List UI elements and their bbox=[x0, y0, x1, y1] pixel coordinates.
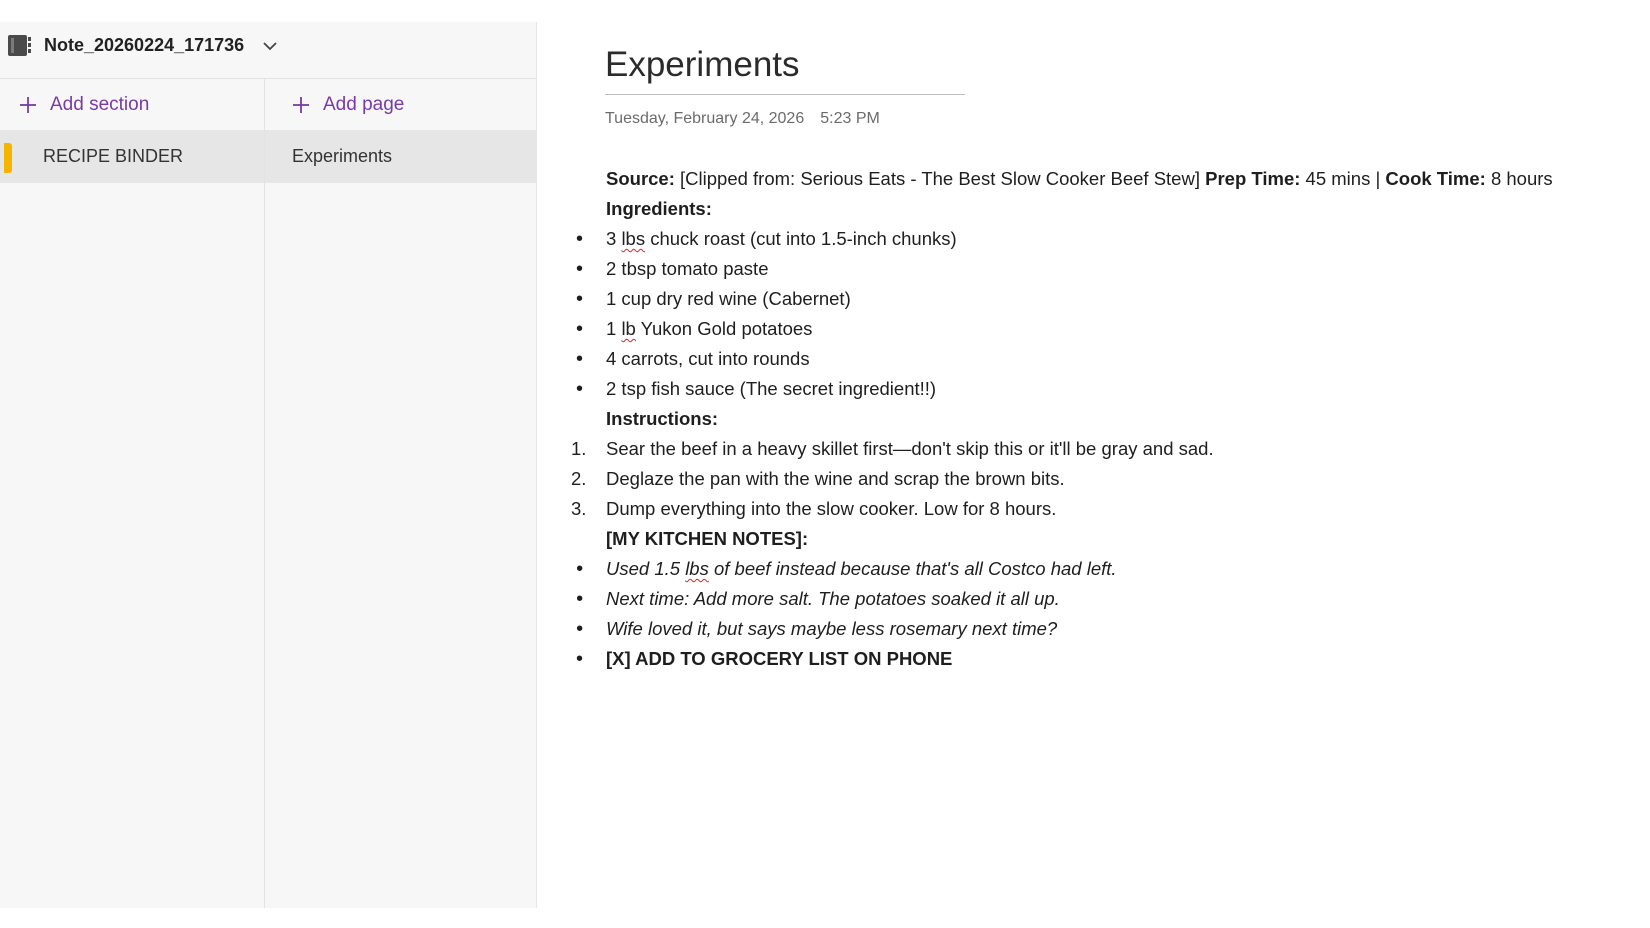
chevron-down-icon[interactable] bbox=[262, 39, 278, 53]
ingredients-heading: Ingredients: bbox=[606, 198, 712, 219]
list-item: 2. Deglaze the pan with the wine and scrap the brown bits. bbox=[571, 468, 1065, 489]
list-item: • 4 carrots, cut into rounds bbox=[606, 344, 1616, 374]
section-color-tab bbox=[4, 143, 12, 173]
page-date: Tuesday, February 24, 2026 bbox=[605, 110, 805, 127]
ingredients-list bbox=[606, 224, 1616, 404]
notebook-header[interactable] bbox=[0, 22, 536, 79]
source-text: [Clipped from: Serious Eats - The Best Slow Cooker Beef Stew] bbox=[674, 168, 1206, 189]
list-item: • 2 tsp fish sauce (The secret ingredient!!) bbox=[606, 374, 1616, 404]
note-content[interactable] bbox=[571, 164, 1616, 674]
page-date-time bbox=[605, 110, 880, 128]
list-item: • [X] ADD TO GROCERY LIST ON PHONE bbox=[606, 644, 1616, 674]
list-item: • 1 lb Yukon Gold potatoes bbox=[606, 314, 1616, 344]
spellcheck-word[interactable]: lb bbox=[621, 318, 636, 339]
notebook-name: Note_20260224_171736 bbox=[44, 35, 245, 55]
navigation-pane bbox=[0, 22, 537, 908]
section-item-recipe-binder[interactable] bbox=[0, 131, 264, 183]
page-time: 5:23 PM bbox=[820, 110, 880, 127]
add-page-button[interactable] bbox=[291, 79, 404, 131]
source-label: Source: bbox=[606, 168, 675, 189]
list-item: • Wife loved it, but says maybe less rosemary next time? bbox=[606, 614, 1616, 644]
title-underline bbox=[605, 94, 965, 95]
instructions-list bbox=[571, 434, 1616, 524]
prep-time-label: Prep Time: bbox=[1205, 168, 1301, 189]
list-item: • Used 1.5 lbs of beef instead because that's all Costco had left. bbox=[606, 554, 1616, 584]
list-item: • 1 cup dry red wine (Cabernet) bbox=[606, 284, 1616, 314]
kitchen-notes-list bbox=[606, 554, 1616, 674]
list-item: • 3 lbs chuck roast (cut into 1.5-inch chunks) bbox=[606, 224, 1616, 254]
spellcheck-word[interactable]: lbs bbox=[621, 228, 646, 249]
list-item: 1. Sear the beef in a heavy skillet first—don't skip this or it'll be gray and sad. bbox=[571, 438, 1214, 459]
list-item: 3. Dump everything into the slow cooker. Low for 8 hours. bbox=[571, 498, 1057, 519]
plus-icon bbox=[291, 95, 311, 115]
list-item: • 2 tbsp tomato paste bbox=[606, 254, 1616, 284]
page-item-experiments[interactable] bbox=[265, 131, 536, 183]
pane-divider bbox=[264, 79, 265, 908]
notes-heading: [MY KITCHEN NOTES]: bbox=[606, 528, 809, 549]
instructions-heading: Instructions: bbox=[606, 408, 719, 429]
source-line bbox=[606, 164, 1616, 194]
add-page-label: Add page bbox=[323, 94, 405, 115]
list-item: • Next time: Add more salt. The potatoes soaked it all up. bbox=[606, 584, 1616, 614]
page-label: Experiments bbox=[292, 146, 393, 166]
add-section-label: Add section bbox=[50, 94, 150, 115]
add-section-button[interactable] bbox=[18, 79, 149, 131]
section-label: RECIPE BINDER bbox=[43, 146, 184, 166]
notebook-icon bbox=[6, 32, 32, 58]
prep-time-value: 45 mins | bbox=[1300, 168, 1386, 189]
cook-time-label: Cook Time: bbox=[1385, 168, 1486, 189]
plus-icon bbox=[18, 95, 38, 115]
page-title[interactable]: Experiments bbox=[605, 45, 800, 84]
spellcheck-word[interactable]: lbs bbox=[685, 558, 709, 579]
cook-time-value: 8 hours bbox=[1485, 168, 1553, 189]
